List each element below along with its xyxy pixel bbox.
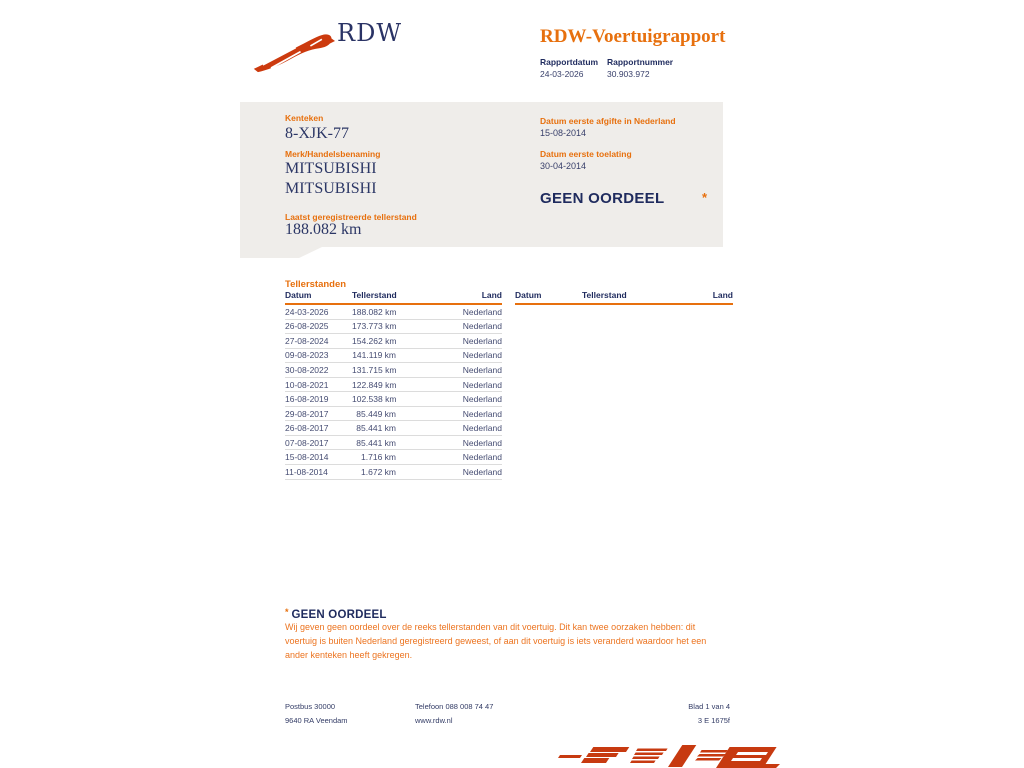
- document-title: RDW-Voertuigrapport: [540, 26, 726, 47]
- cell-land: Nederland: [462, 437, 502, 448]
- cell-tellerstand: 173.773 km: [352, 321, 397, 332]
- cell-land: Nederland: [462, 321, 502, 332]
- oordeel-asterisk: *: [702, 190, 708, 205]
- cell-land: Nederland: [462, 452, 502, 463]
- tellerstanden-table-right: [515, 290, 733, 305]
- column-header-datum: Datum: [285, 290, 312, 300]
- summary-box-tail: [240, 247, 322, 258]
- rdw-wordmark: RDW: [337, 19, 402, 47]
- speed-stripes-icon: [548, 742, 788, 768]
- column-header-datum: Datum: [515, 290, 542, 300]
- table-row: [285, 407, 502, 422]
- cell-tellerstand: 154.262 km: [352, 335, 397, 346]
- column-header-tellerstand: Tellerstand: [352, 290, 397, 300]
- cell-land: Nederland: [462, 335, 502, 346]
- cell-datum: 16-08-2019: [285, 394, 329, 405]
- table-row: [285, 436, 502, 451]
- column-header-land: Land: [712, 290, 733, 300]
- cell-datum: 10-08-2021: [285, 379, 329, 390]
- footer-address-line2: 9640 RA Veendam: [285, 716, 348, 725]
- column-header-tellerstand: Tellerstand: [582, 290, 627, 300]
- cell-land: Nederland: [462, 364, 502, 375]
- cell-tellerstand: 85.441 km: [356, 437, 396, 448]
- footer-address-line1: Postbus 30000: [285, 702, 336, 711]
- table-header-row: [515, 290, 733, 305]
- cell-land: Nederland: [462, 379, 502, 390]
- cell-datum: 27-08-2024: [285, 335, 329, 346]
- cell-tellerstand: 141.119 km: [352, 350, 396, 361]
- cell-land: Nederland: [462, 466, 502, 477]
- handelsbenaming-value: MITSUBISHI: [285, 180, 377, 197]
- cell-datum: 30-08-2022: [285, 364, 329, 375]
- cell-land: Nederland: [462, 350, 502, 361]
- rdw-falcon-logo-icon: [253, 26, 335, 74]
- footer-form-code: 3 E 1675f: [697, 716, 730, 725]
- table-row: [285, 450, 502, 465]
- kenteken-label: Kenteken: [285, 113, 324, 123]
- toelating-label: Datum eerste toelating: [540, 149, 632, 159]
- cell-datum: 26-08-2025: [285, 321, 329, 332]
- column-header-land: Land: [481, 290, 502, 300]
- footer-page-number: Blad 1 van 4: [688, 702, 730, 711]
- cell-tellerstand: 1.716 km: [361, 452, 396, 463]
- footer-website: www.rdw.nl: [415, 716, 453, 725]
- cell-land: Nederland: [462, 394, 502, 405]
- cell-tellerstand: 1.672 km: [361, 466, 396, 477]
- cell-tellerstand: 102.538 km: [352, 394, 397, 405]
- afgifte-value: 15-08-2014: [540, 128, 587, 138]
- table-row: [285, 334, 502, 349]
- footnote-asterisk: *: [285, 607, 289, 617]
- report-date-value: 24-03-2026: [540, 69, 584, 79]
- cell-tellerstand: 131.715 km: [352, 364, 397, 375]
- tellerstand-value: 188.082 km: [285, 221, 362, 238]
- cell-land: Nederland: [462, 423, 502, 434]
- cell-datum: 24-03-2026: [285, 306, 329, 317]
- kenteken-value: 8-XJK-77: [285, 125, 349, 142]
- table-body: [285, 305, 502, 480]
- oordeel-status: GEEN OORDEEL: [540, 190, 665, 207]
- table-header-row: [285, 290, 502, 305]
- table-row: [285, 305, 502, 320]
- cell-datum: 15-08-2014: [285, 452, 329, 463]
- table-row: [285, 392, 502, 407]
- footer-page-info: [630, 700, 730, 728]
- cell-land: Nederland: [462, 408, 502, 419]
- cell-datum: 26-08-2017: [285, 423, 329, 434]
- merk-value: MITSUBISHI: [285, 160, 377, 177]
- cell-datum: 29-08-2017: [285, 408, 329, 419]
- cell-datum: 07-08-2017: [285, 437, 329, 448]
- report-number-value: 30.903.972: [607, 69, 650, 79]
- table-row: [285, 363, 502, 378]
- table-row: [285, 349, 502, 364]
- toelating-value: 30-04-2014: [540, 161, 587, 171]
- cell-land: Nederland: [462, 306, 502, 317]
- table-row: [285, 378, 502, 393]
- tellerstand-label: Laatst geregistreerde tellerstand: [285, 212, 417, 222]
- footnote-body: Wij geven geen oordeel over de reeks tellerstanden van dit voertuig. Dit kan twee oorzaken hebben: dit voertuig is buiten Nederland geregistreerd geweest, of aan dit voertuig is iets veranderd waardoor het een ander kenteken heeft gekregen.: [285, 622, 707, 660]
- cell-tellerstand: 85.441 km: [356, 423, 396, 434]
- table-row: [285, 320, 502, 335]
- footnote-title: GEEN OORDEEL: [291, 609, 387, 621]
- cell-tellerstand: 122.849 km: [352, 379, 397, 390]
- merk-label: Merk/Handelsbenaming: [285, 149, 381, 159]
- tellerstanden-title: Tellerstanden: [285, 279, 347, 290]
- cell-tellerstand: 188.082 km: [352, 306, 397, 317]
- cell-datum: 11-08-2014: [285, 466, 328, 477]
- footer-contact: [415, 700, 493, 728]
- table-row: [285, 465, 502, 480]
- table-row: [285, 421, 502, 436]
- cell-tellerstand: 85.449 km: [356, 408, 396, 419]
- afgifte-label: Datum eerste afgifte in Nederland: [540, 116, 676, 126]
- footer-phone: Telefoon 088 008 74 47: [415, 702, 494, 711]
- report-number-label: Rapportnummer: [607, 57, 674, 67]
- tellerstanden-table-left: [285, 290, 502, 480]
- footer-address: [285, 700, 348, 728]
- cell-datum: 09-08-2023: [285, 350, 329, 361]
- report-date-label: Rapportdatum: [540, 57, 599, 67]
